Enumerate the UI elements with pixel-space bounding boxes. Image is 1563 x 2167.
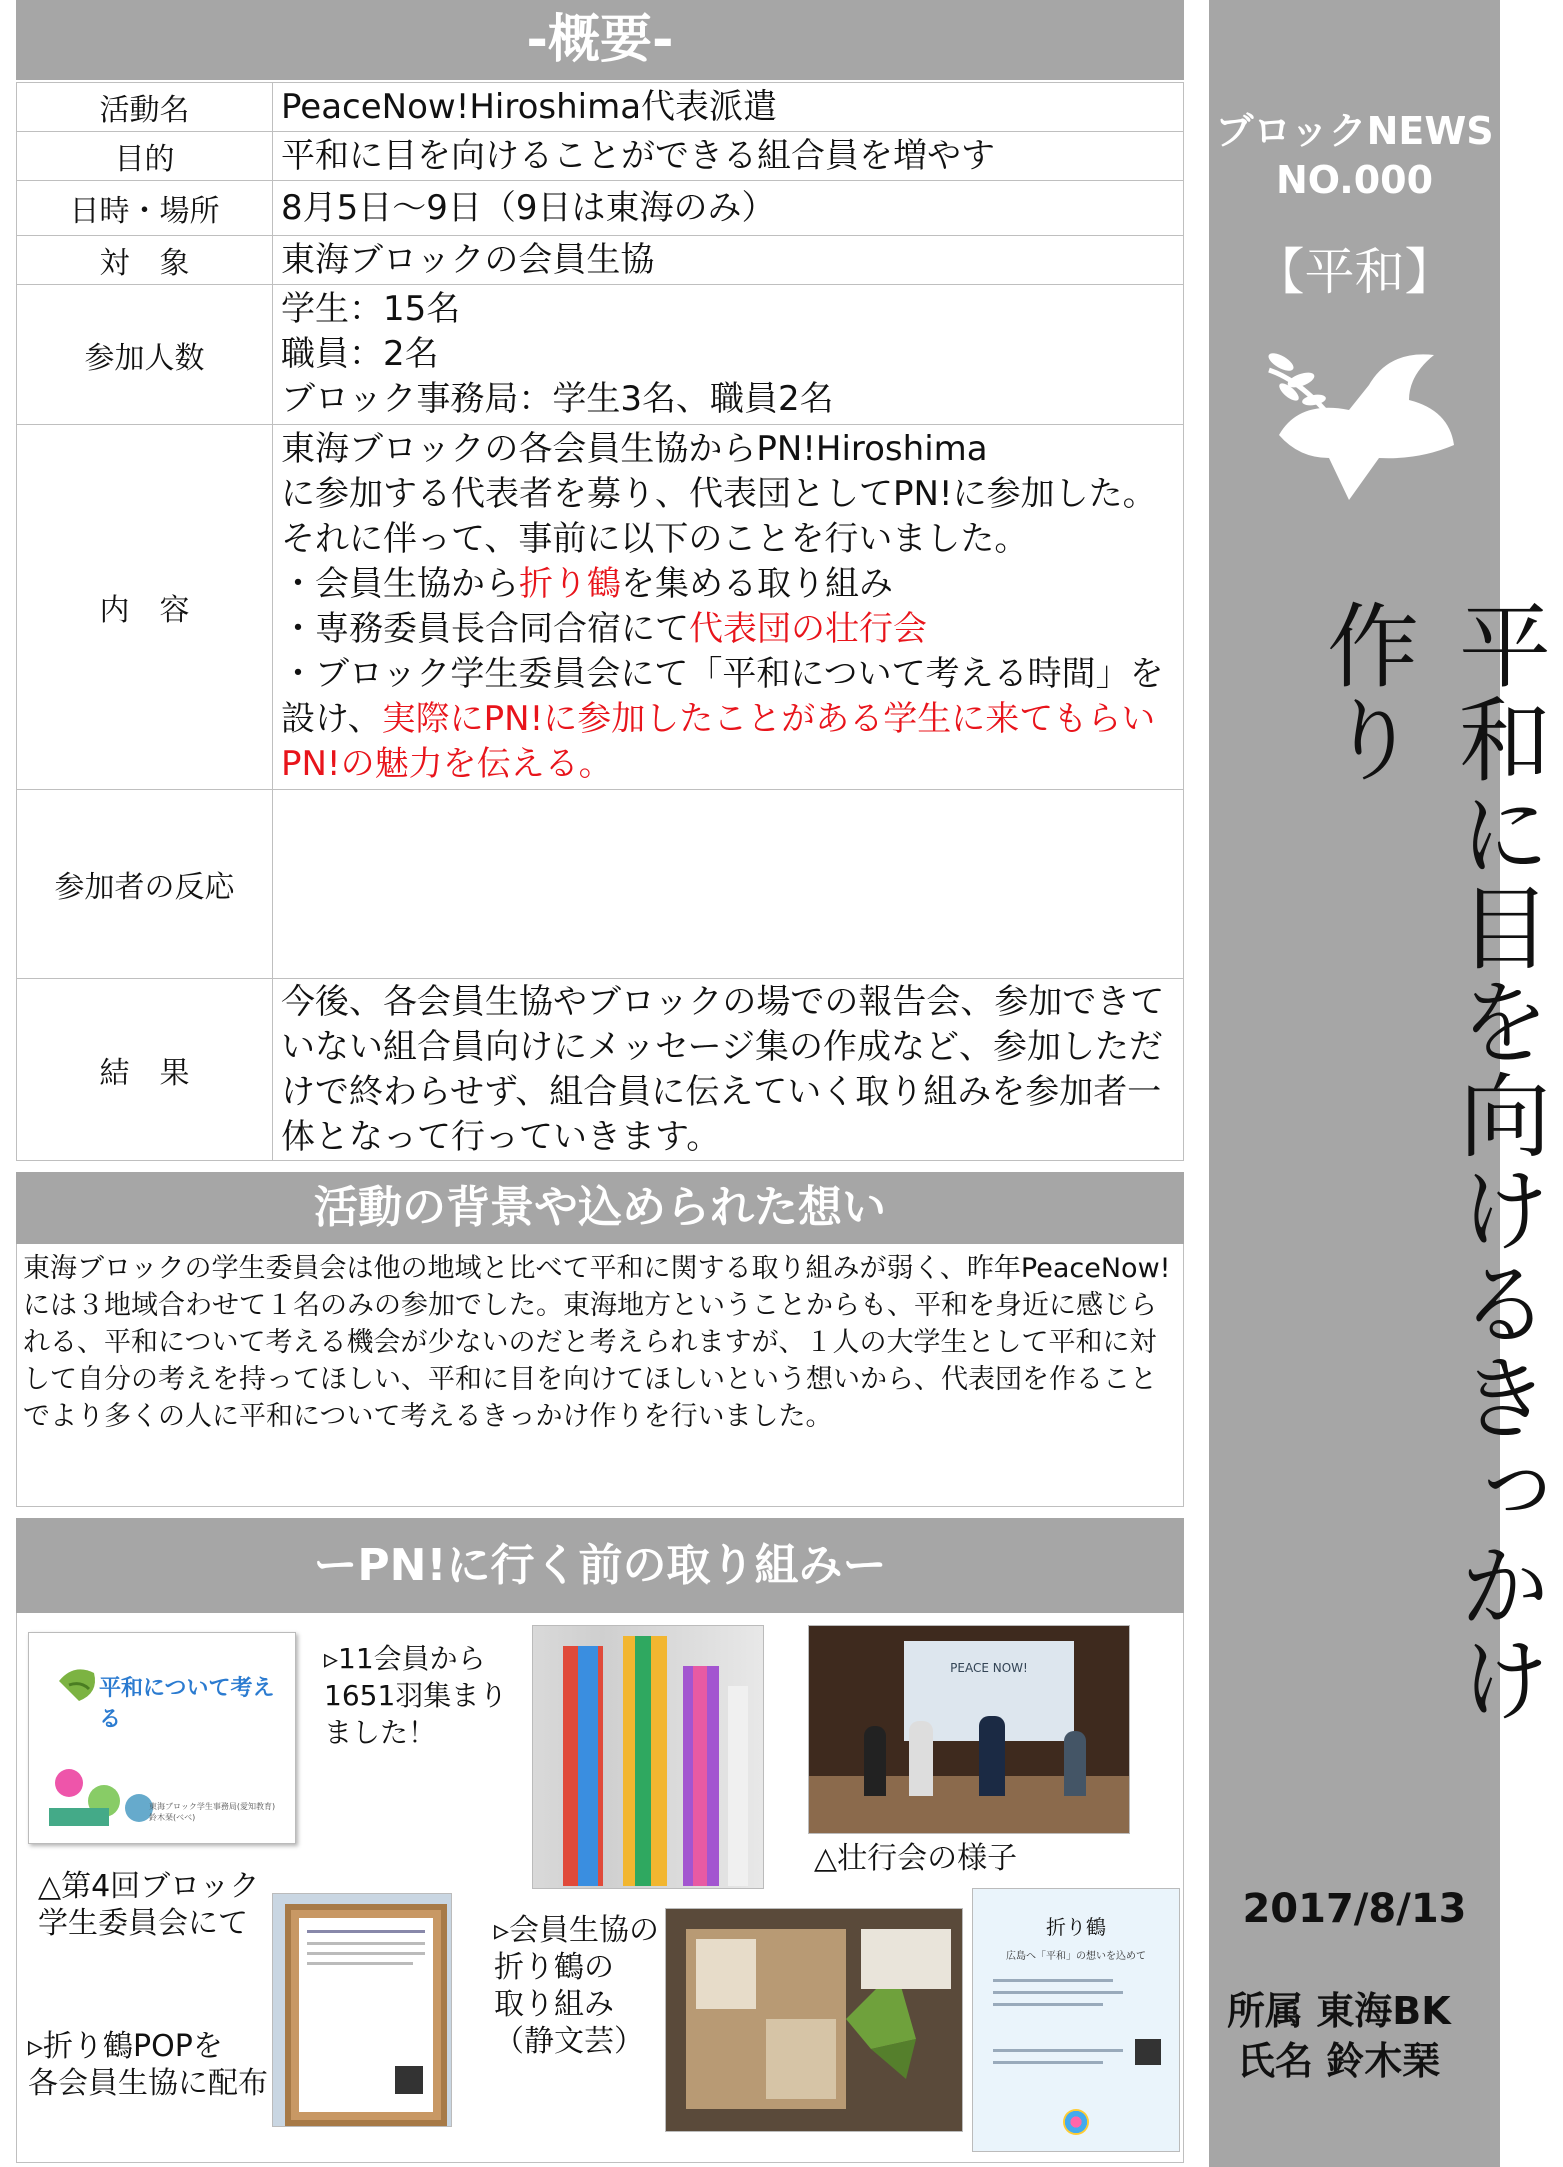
affiliation: 所属 東海BK xyxy=(1227,1989,1451,2033)
caption-send-off: △壮行会の様子 xyxy=(814,1841,1018,1876)
cranes-photo xyxy=(532,1625,764,1889)
participants-staff: 職員：2名 xyxy=(281,334,439,374)
dove-with-olive-branch-icon xyxy=(1259,340,1459,510)
poster-subtitle: 広島へ「平和」の想いを込めて xyxy=(1006,1951,1146,1962)
overview-title-bar xyxy=(16,0,1184,80)
origami-poster-photo xyxy=(972,1888,1180,2152)
activities-title-bar xyxy=(16,1518,1184,1613)
poster-title: 折り鶴 xyxy=(1046,1915,1106,1939)
content-bullet-committee: ・ブロック学生委員会にて「平和について考える時間」を xyxy=(281,654,1164,694)
slide-subtitle: 東海ブロック学生事務局(愛知教育) 鈴木琹(べべ) xyxy=(149,1802,284,1822)
news-number: NO.000 xyxy=(1275,158,1434,202)
logo-icon xyxy=(1063,2109,1089,2135)
row-value: 平和に目を向けることができる組合員を増やす xyxy=(273,132,1184,181)
author-name: 氏名 鈴木琹 xyxy=(1237,2039,1441,2083)
content-line: 設け、実際にPN!に参加したことがある学生に来てもらい xyxy=(281,699,1156,739)
caption-committee: △第4回ブロック 学生委員会にて xyxy=(38,1869,260,1941)
sendoff-photo xyxy=(808,1625,1130,1834)
participants-label: 参加人数 xyxy=(17,285,273,425)
activities-title: ーPN!に行く前の取り組みー xyxy=(313,1540,887,1591)
result-label: 結 果 xyxy=(17,979,273,1161)
content-line: 東海ブロックの各会員生協からPN!Hiroshima xyxy=(281,429,988,469)
table-row-reaction xyxy=(17,790,1184,979)
participants-students: 学生：15名 xyxy=(281,289,461,329)
row-label: 日時・場所 xyxy=(17,181,273,236)
background-box xyxy=(16,1244,1184,1507)
sidebar xyxy=(1209,0,1551,2167)
caption-shizuoka: ▹会員生協の 折り鶴の 取り組み （静文芸） xyxy=(494,1913,660,2059)
overview-title: -概要- xyxy=(526,10,674,70)
caption-pop: ▹折り鶴POPを 各会員生協に配布 xyxy=(28,2029,268,2101)
table-row xyxy=(17,181,1184,236)
content-label: 内 容 xyxy=(17,425,273,790)
news-label: ブロックNEWS xyxy=(1215,109,1494,153)
content-bullet-cranes: ・会員生協から折り鶴を集める取り組み xyxy=(281,564,893,604)
qr-code-icon xyxy=(395,2066,423,2094)
content-bullet-sendoff: ・専務委員長合同合宿にて代表団の壮行会 xyxy=(281,609,927,649)
headline: 平和に目を向けるきっかけ作り xyxy=(1312,598,1551,1726)
row-value: PeaceNow!Hiroshima代表派遣 xyxy=(273,83,1184,132)
participants-value xyxy=(273,285,1184,425)
row-label: 活動名 xyxy=(17,83,273,132)
caption-cranes: ▹11会員から 1651羽集まり ました！ xyxy=(324,1642,508,1749)
issue-date: 2017/8/13 xyxy=(1242,1886,1467,1932)
pop-frame-photo xyxy=(272,1893,452,2127)
table-row-participants xyxy=(17,285,1184,425)
background-title-bar xyxy=(16,1172,1184,1244)
overview-table xyxy=(16,82,1184,1161)
table-row xyxy=(17,132,1184,181)
table-row-content xyxy=(17,425,1184,790)
row-label: 対 象 xyxy=(17,236,273,285)
result-value: 今後、各会員生協やブロックの場での報告会、参加できていない組合員向けにメッセージ集の作成など、参加しただけで終わらせず、組合員に伝えていく取り組みを参加者一体となって行っていきます。 xyxy=(273,979,1184,1161)
slide-title: 平和について考える xyxy=(99,1676,275,1732)
screen-text: PEACE NOW! xyxy=(950,1661,1028,1675)
reaction-value xyxy=(273,790,1184,979)
content-line: に参加する代表者を募り、代表団としてPN!に参加した。 xyxy=(281,474,1157,514)
category-label: 【平和】 xyxy=(1254,243,1455,301)
row-label: 目的 xyxy=(17,132,273,181)
poster-qr-icon xyxy=(1135,2039,1161,2065)
content-value xyxy=(273,425,1184,790)
reaction-label: 参加者の反応 xyxy=(17,790,273,979)
slide-photo xyxy=(28,1632,296,1844)
table-row xyxy=(17,236,1184,285)
table-row-result xyxy=(17,979,1184,1161)
content-line: PN!の魅力を伝える。 xyxy=(281,744,613,784)
shelf-photo xyxy=(665,1908,963,2132)
participants-office: ブロック事務局：学生3名、職員2名 xyxy=(281,379,834,419)
background-title: 活動の背景や込められた想い xyxy=(314,1182,886,1233)
background-text: 東海ブロックの学生委員会は他の地域と比べて平和に関する取り組みが弱く、昨年PeaceNow!には３地域合わせて１名のみの参加でした。東海地方ということからも、平和を身近に感じられる、平和について考える機会が少ないのだと考えられますが、１人の大学生として平和に対して自分の考えを持ってほしい、平和に目を向けてほしいという想いから、代表団を作ることでより多くの人に平和について考えるきっかけ作りを行いました。 xyxy=(23,1253,1171,1432)
table-row xyxy=(17,83,1184,132)
row-value: 8月5日～9日（9日は東海のみ） xyxy=(273,181,1184,236)
row-value: 東海ブロックの会員生協 xyxy=(273,236,1184,285)
content-line: それに伴って、事前に以下のことを行いました。 xyxy=(281,519,1029,559)
